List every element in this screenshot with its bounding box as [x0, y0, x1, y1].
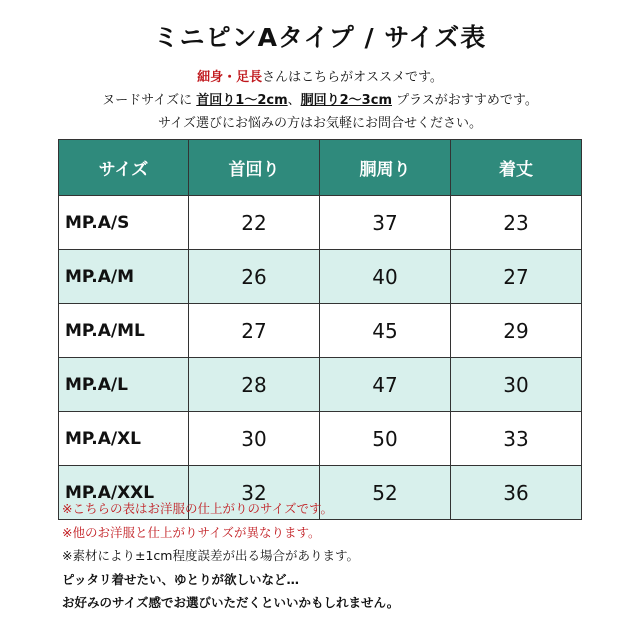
note-choose-advice: お好みのサイズ感でお選びいただくといいかもしれません。 [62, 595, 400, 610]
note-fit-preference: ピッタリ着せたい、ゆとりが欲しいなど… [62, 571, 300, 587]
neck-cell: 27 [189, 304, 320, 358]
nude-size-label: ヌードサイズに [102, 93, 193, 108]
size-cell: MP.A/S [59, 196, 189, 250]
intro-text [0, 66, 640, 135]
header-size: サイズ [59, 140, 189, 196]
table-row [59, 196, 582, 250]
length-cell: 36 [451, 466, 582, 520]
header-body: 胴周り [320, 140, 451, 196]
body-cell: 50 [320, 412, 451, 466]
recommendation-text: さんはこちらがオススメです。 [262, 70, 443, 85]
header-length: 着丈 [451, 140, 582, 196]
allowance-separator: 、 [287, 93, 301, 108]
body-cell: 45 [320, 304, 451, 358]
note-finished-size: ※こちらの表はお洋服の仕上がりのサイズです。 [62, 501, 333, 516]
body-cell: 52 [320, 466, 451, 520]
recommendation-highlight: 細身・足長 [197, 70, 263, 85]
neck-allowance: 首回り1～2cm [196, 93, 288, 108]
body-cell: 37 [320, 196, 451, 250]
neck-cell: 32 [189, 466, 320, 520]
note-size-difference: ※他のお洋服と仕上がりサイズが異なります。 [62, 524, 321, 540]
page-title: ミニピンAタイプ / サイズ表 [153, 23, 487, 52]
allowance-suffix: プラスがおすすめです。 [391, 93, 538, 108]
note-material-tolerance: ※素材により±1cm程度誤差が出る場合があります。 [62, 548, 359, 563]
size-cell: MP.A/XXL [59, 466, 189, 520]
size-table [58, 139, 582, 520]
body-cell: 47 [320, 358, 451, 412]
table-row [59, 358, 582, 412]
length-cell: 23 [451, 196, 582, 250]
neck-cell: 22 [189, 196, 320, 250]
length-cell: 33 [451, 412, 582, 466]
intro-line-1 [0, 66, 640, 89]
neck-cell: 26 [189, 250, 320, 304]
notes [62, 497, 622, 615]
table-header-row [59, 140, 582, 196]
table-row [59, 304, 582, 358]
size-cell: MP.A/ML [59, 304, 189, 358]
body-allowance: 胴回り2～3cm [300, 93, 392, 108]
body-cell: 40 [320, 250, 451, 304]
intro-line-2 [0, 89, 640, 112]
length-cell: 29 [451, 304, 582, 358]
size-cell: MP.A/XL [59, 412, 189, 466]
length-cell: 30 [451, 358, 582, 412]
neck-cell: 30 [189, 412, 320, 466]
intro-line-3: サイズ選びにお悩みの方はお気軽にお問合せください。 [158, 116, 482, 131]
length-cell: 27 [451, 250, 582, 304]
table-row [59, 412, 582, 466]
header-neck: 首回り [189, 140, 320, 196]
size-cell: MP.A/M [59, 250, 189, 304]
neck-cell: 28 [189, 358, 320, 412]
table-row [59, 250, 582, 304]
size-cell: MP.A/L [59, 358, 189, 412]
